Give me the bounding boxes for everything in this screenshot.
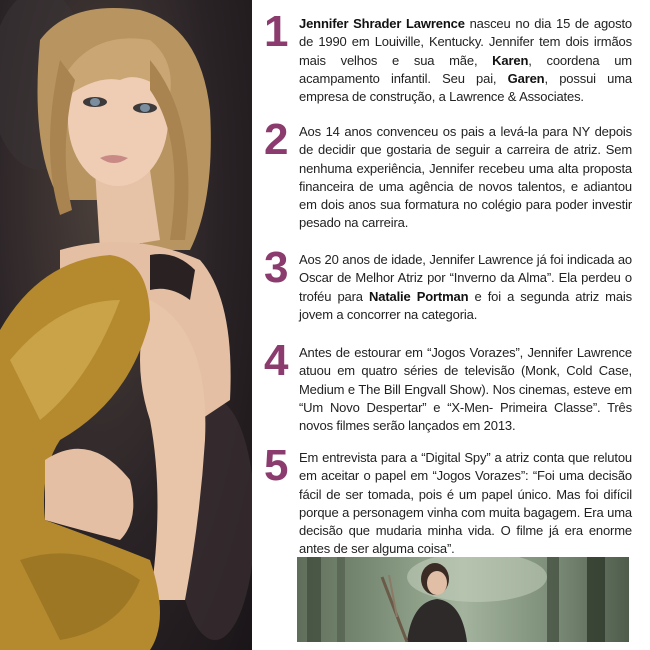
fact-text [299,344,632,435]
bold-name: Natalie Portman [369,288,469,304]
text-span: nasceu no dia 15 de agosto de 1990 em Louiville, Kentucky. Jennifer tem dois irmãos mais velhos e sua mãe, [299,16,632,68]
movie-still-image [297,557,629,642]
portrait-photo [0,0,252,650]
text-span: Aos 20 anos de idade, Jennifer Lawrence já foi indicada ao Oscar de Melhor Atriz por “Inverno da Alma”. Ela perdeu o troféu para [299,252,632,304]
fact-number: 2 [264,115,289,164]
text-span: , possui uma empresa de construção, a Lawrence & Associates. [299,70,632,105]
fact-number: 3 [264,243,289,292]
fact-text [299,251,632,324]
bold-name: Garen [507,70,545,86]
fact-text [299,123,632,233]
text-span: , coordena um acampamento infantil. Seu pai, [299,52,632,86]
fact-text [299,15,632,106]
fact-number: 5 [264,441,289,490]
text-span: Em entrevista para a “Digital Spy” a atriz conta que relutou em aceitar o papel em “Jogos Vorazes”: “Foi uma decisão fácil de ser tomada, pois é um papel único. Mas foi difícil porque a personagem vinha com muita bagagem. Era uma decisão que mudaria minha vida. O filme já era enorme antes de ser alguma coisa”. [299,450,632,557]
fact-number: 1 [264,7,289,56]
bold-name: Jennifer Shrader Lawrence [299,16,465,31]
fact-number: 4 [264,336,289,385]
text-span: Antes de estourar em “Jogos Vorazes”, Jennifer Lawrence atuou em quatro séries de televisão (Monk, Cold Case, Medium e The Bill Engvall Show). Nos cinemas, esteve em “Um Novo Despertar” e “X-Men- Primeira Classe”. Três novos filmes serão lançados em 2013. [299,345,632,434]
fact-text [299,449,632,559]
text-span: e foi a segunda atriz mais jovem a concorrer na categoria. [299,288,633,322]
bold-name: Karen [492,52,529,68]
text-span: Aos 14 anos convenceu os pais a levá-la para NY depois de decidir que gostaria de seguir a carreira de atriz. Sem nenhuma experiência, Jennifer recebeu uma alta proposta financeira de uma agência de novos talentos, e adiantou em dois anos sua formatura no colégio para poder investir pesado na carreira. [299,124,632,231]
